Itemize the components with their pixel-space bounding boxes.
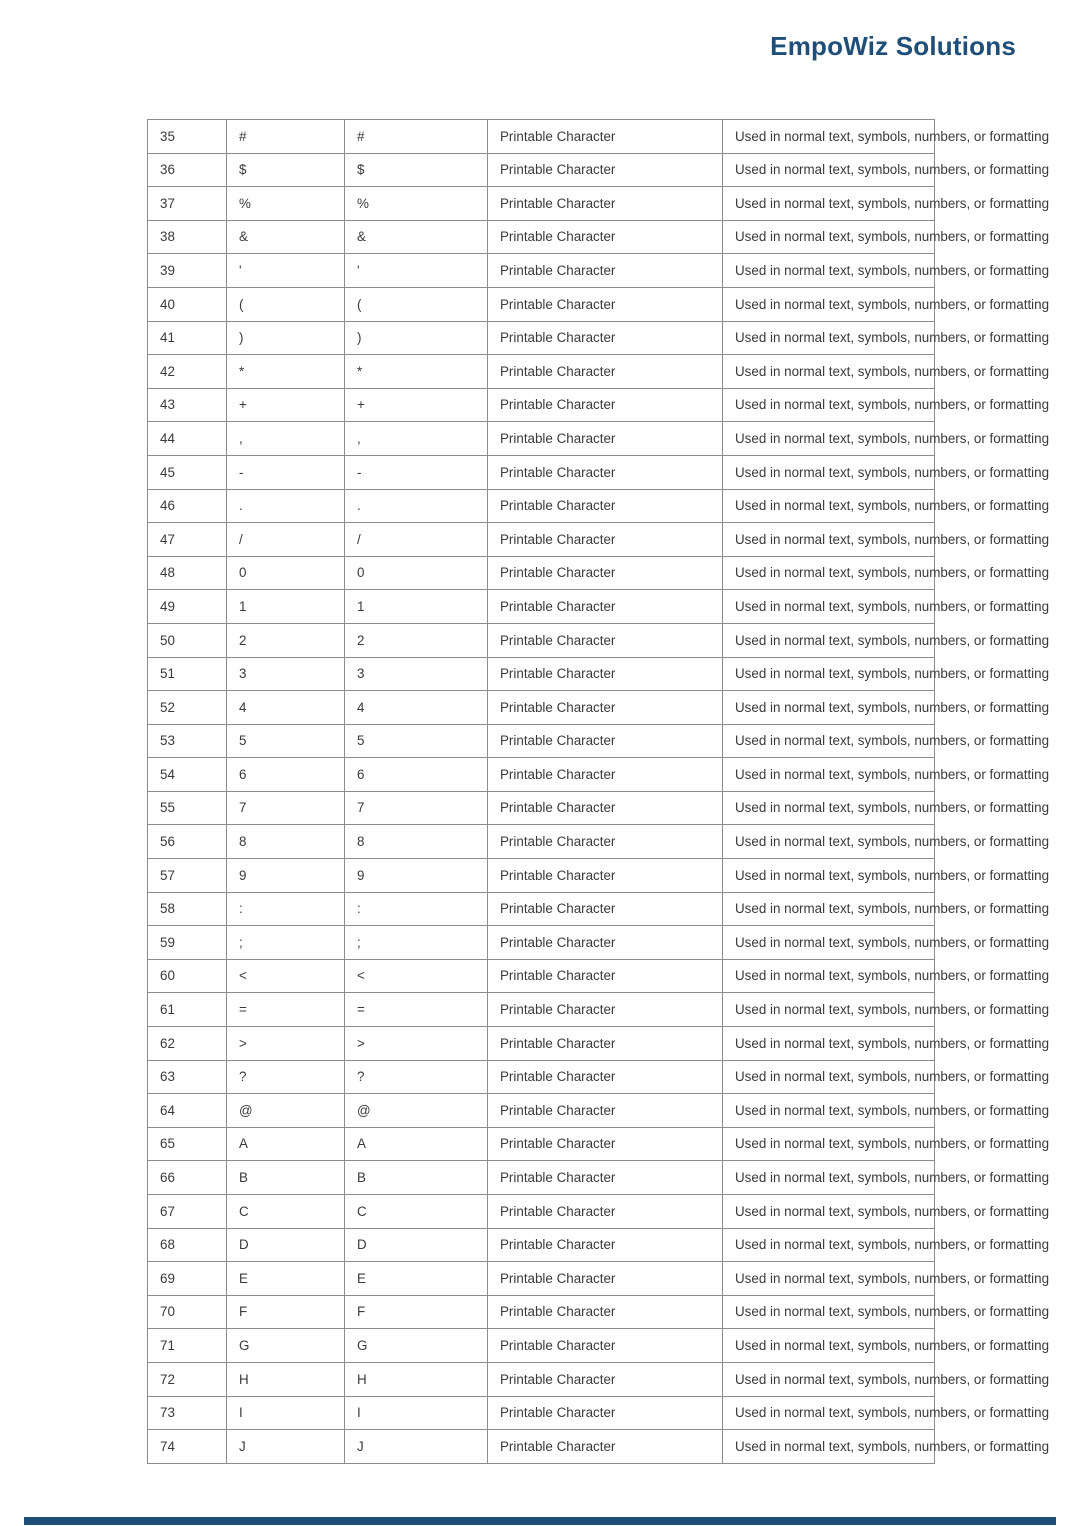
cell-usage: Used in normal text, symbols, numbers, or formatting xyxy=(723,187,935,221)
cell-char: ; xyxy=(227,926,345,960)
cell-type: Printable Character xyxy=(488,1195,723,1229)
cell-type: Printable Character xyxy=(488,556,723,590)
cell-char: . xyxy=(227,489,345,523)
cell-char: 3 xyxy=(227,657,345,691)
cell-char-repeat: + xyxy=(345,388,488,422)
cell-char-repeat: F xyxy=(345,1295,488,1329)
cell-code: 39 xyxy=(148,254,227,288)
cell-code: 61 xyxy=(148,993,227,1027)
cell-char: $ xyxy=(227,153,345,187)
cell-type: Printable Character xyxy=(488,892,723,926)
cell-char-repeat: & xyxy=(345,220,488,254)
table-row xyxy=(148,959,935,993)
cell-code: 42 xyxy=(148,355,227,389)
cell-type: Printable Character xyxy=(488,523,723,557)
cell-type: Printable Character xyxy=(488,724,723,758)
table-row xyxy=(148,657,935,691)
cell-type: Printable Character xyxy=(488,1027,723,1061)
cell-usage: Used in normal text, symbols, numbers, or formatting xyxy=(723,892,935,926)
cell-code: 71 xyxy=(148,1329,227,1363)
table-row xyxy=(148,623,935,657)
table-row xyxy=(148,1262,935,1296)
table-row xyxy=(148,590,935,624)
cell-char: 5 xyxy=(227,724,345,758)
cell-char: @ xyxy=(227,1094,345,1128)
table-row xyxy=(148,724,935,758)
cell-char-repeat: % xyxy=(345,187,488,221)
cell-char: A xyxy=(227,1127,345,1161)
cell-usage: Used in normal text, symbols, numbers, or formatting xyxy=(723,1396,935,1430)
cell-type: Printable Character xyxy=(488,657,723,691)
table-row xyxy=(148,926,935,960)
table-row xyxy=(148,287,935,321)
cell-code: 56 xyxy=(148,825,227,859)
cell-char-repeat: , xyxy=(345,422,488,456)
cell-char: * xyxy=(227,355,345,389)
cell-char-repeat: G xyxy=(345,1329,488,1363)
cell-char-repeat: = xyxy=(345,993,488,1027)
cell-usage: Used in normal text, symbols, numbers, or formatting xyxy=(723,220,935,254)
cell-char-repeat: A xyxy=(345,1127,488,1161)
cell-code: 73 xyxy=(148,1396,227,1430)
cell-type: Printable Character xyxy=(488,321,723,355)
table-row xyxy=(148,758,935,792)
table-row xyxy=(148,489,935,523)
cell-code: 66 xyxy=(148,1161,227,1195)
cell-code: 47 xyxy=(148,523,227,557)
cell-type: Printable Character xyxy=(488,220,723,254)
cell-code: 45 xyxy=(148,455,227,489)
cell-code: 72 xyxy=(148,1362,227,1396)
table-row xyxy=(148,422,935,456)
table-row xyxy=(148,556,935,590)
table-row xyxy=(148,1329,935,1363)
cell-type: Printable Character xyxy=(488,623,723,657)
cell-char-repeat: I xyxy=(345,1396,488,1430)
cell-type: Printable Character xyxy=(488,187,723,221)
cell-type: Printable Character xyxy=(488,926,723,960)
table-row xyxy=(148,388,935,422)
table-row xyxy=(148,455,935,489)
cell-char-repeat: ' xyxy=(345,254,488,288)
cell-usage: Used in normal text, symbols, numbers, or formatting xyxy=(723,691,935,725)
table-row xyxy=(148,355,935,389)
cell-type: Printable Character xyxy=(488,1430,723,1464)
table-row xyxy=(148,1295,935,1329)
cell-code: 53 xyxy=(148,724,227,758)
cell-char-repeat: 9 xyxy=(345,859,488,893)
cell-usage: Used in normal text, symbols, numbers, or formatting xyxy=(723,1094,935,1128)
cell-char: B xyxy=(227,1161,345,1195)
table-row xyxy=(148,1362,935,1396)
cell-type: Printable Character xyxy=(488,1060,723,1094)
cell-char-repeat: ? xyxy=(345,1060,488,1094)
cell-usage: Used in normal text, symbols, numbers, or formatting xyxy=(723,791,935,825)
table-row xyxy=(148,993,935,1027)
footer-rule xyxy=(24,1517,1056,1525)
cell-char-repeat: ) xyxy=(345,321,488,355)
cell-type: Printable Character xyxy=(488,489,723,523)
cell-char-repeat: 5 xyxy=(345,724,488,758)
cell-type: Printable Character xyxy=(488,1228,723,1262)
cell-char: 1 xyxy=(227,590,345,624)
cell-type: Printable Character xyxy=(488,388,723,422)
table-row xyxy=(148,220,935,254)
cell-char-repeat: B xyxy=(345,1161,488,1195)
cell-usage: Used in normal text, symbols, numbers, or formatting xyxy=(723,422,935,456)
cell-usage: Used in normal text, symbols, numbers, or formatting xyxy=(723,455,935,489)
cell-usage: Used in normal text, symbols, numbers, or formatting xyxy=(723,1295,935,1329)
cell-type: Printable Character xyxy=(488,1094,723,1128)
cell-type: Printable Character xyxy=(488,1262,723,1296)
cell-char-repeat: 4 xyxy=(345,691,488,725)
cell-code: 67 xyxy=(148,1195,227,1229)
cell-char: J xyxy=(227,1430,345,1464)
cell-code: 74 xyxy=(148,1430,227,1464)
cell-usage: Used in normal text, symbols, numbers, or formatting xyxy=(723,1027,935,1061)
cell-usage: Used in normal text, symbols, numbers, or formatting xyxy=(723,523,935,557)
cell-usage: Used in normal text, symbols, numbers, or formatting xyxy=(723,287,935,321)
cell-char-repeat: * xyxy=(345,355,488,389)
cell-char: E xyxy=(227,1262,345,1296)
cell-code: 51 xyxy=(148,657,227,691)
cell-char: 4 xyxy=(227,691,345,725)
cell-char: I xyxy=(227,1396,345,1430)
cell-code: 64 xyxy=(148,1094,227,1128)
cell-code: 48 xyxy=(148,556,227,590)
cell-usage: Used in normal text, symbols, numbers, or formatting xyxy=(723,623,935,657)
cell-usage: Used in normal text, symbols, numbers, or formatting xyxy=(723,1161,935,1195)
cell-char-repeat: 8 xyxy=(345,825,488,859)
cell-char-repeat: : xyxy=(345,892,488,926)
cell-code: 68 xyxy=(148,1228,227,1262)
cell-usage: Used in normal text, symbols, numbers, or formatting xyxy=(723,590,935,624)
cell-code: 70 xyxy=(148,1295,227,1329)
cell-char: % xyxy=(227,187,345,221)
cell-usage: Used in normal text, symbols, numbers, or formatting xyxy=(723,1195,935,1229)
cell-code: 35 xyxy=(148,120,227,154)
cell-type: Printable Character xyxy=(488,287,723,321)
cell-char-repeat: > xyxy=(345,1027,488,1061)
cell-char: D xyxy=(227,1228,345,1262)
cell-code: 40 xyxy=(148,287,227,321)
cell-usage: Used in normal text, symbols, numbers, or formatting xyxy=(723,825,935,859)
cell-code: 37 xyxy=(148,187,227,221)
cell-code: 38 xyxy=(148,220,227,254)
cell-code: 36 xyxy=(148,153,227,187)
table-row xyxy=(148,1094,935,1128)
cell-char: - xyxy=(227,455,345,489)
cell-type: Printable Character xyxy=(488,355,723,389)
cell-char-repeat: $ xyxy=(345,153,488,187)
cell-code: 49 xyxy=(148,590,227,624)
cell-char: & xyxy=(227,220,345,254)
cell-type: Printable Character xyxy=(488,691,723,725)
cell-char: 6 xyxy=(227,758,345,792)
cell-type: Printable Character xyxy=(488,825,723,859)
cell-char: # xyxy=(227,120,345,154)
cell-code: 55 xyxy=(148,791,227,825)
table-row xyxy=(148,1027,935,1061)
cell-code: 58 xyxy=(148,892,227,926)
table-row xyxy=(148,791,935,825)
cell-char-repeat: . xyxy=(345,489,488,523)
cell-type: Printable Character xyxy=(488,959,723,993)
table-row xyxy=(148,254,935,288)
cell-code: 50 xyxy=(148,623,227,657)
cell-usage: Used in normal text, symbols, numbers, or formatting xyxy=(723,120,935,154)
cell-char: : xyxy=(227,892,345,926)
cell-type: Printable Character xyxy=(488,859,723,893)
table-row xyxy=(148,691,935,725)
cell-usage: Used in normal text, symbols, numbers, or formatting xyxy=(723,758,935,792)
cell-type: Printable Character xyxy=(488,1127,723,1161)
cell-char: 7 xyxy=(227,791,345,825)
table-row xyxy=(148,153,935,187)
table-row xyxy=(148,1127,935,1161)
cell-type: Printable Character xyxy=(488,1362,723,1396)
cell-char-repeat: D xyxy=(345,1228,488,1262)
cell-char-repeat: 6 xyxy=(345,758,488,792)
cell-code: 69 xyxy=(148,1262,227,1296)
cell-char-repeat: - xyxy=(345,455,488,489)
cell-char-repeat: / xyxy=(345,523,488,557)
cell-char-repeat: ; xyxy=(345,926,488,960)
cell-type: Printable Character xyxy=(488,791,723,825)
cell-usage: Used in normal text, symbols, numbers, or formatting xyxy=(723,489,935,523)
table-row xyxy=(148,1195,935,1229)
cell-char: < xyxy=(227,959,345,993)
cell-type: Printable Character xyxy=(488,993,723,1027)
cell-usage: Used in normal text, symbols, numbers, or formatting xyxy=(723,355,935,389)
cell-char: ) xyxy=(227,321,345,355)
cell-code: 46 xyxy=(148,489,227,523)
table-row xyxy=(148,187,935,221)
cell-code: 44 xyxy=(148,422,227,456)
cell-char: + xyxy=(227,388,345,422)
cell-code: 41 xyxy=(148,321,227,355)
ascii-table-body xyxy=(148,120,1050,1464)
cell-type: Printable Character xyxy=(488,1329,723,1363)
cell-usage: Used in normal text, symbols, numbers, or formatting xyxy=(723,724,935,758)
table-row xyxy=(148,825,935,859)
cell-code: 63 xyxy=(148,1060,227,1094)
cell-usage: Used in normal text, symbols, numbers, or formatting xyxy=(723,1228,935,1262)
cell-char-repeat: 3 xyxy=(345,657,488,691)
table-row xyxy=(148,1396,935,1430)
cell-usage: Used in normal text, symbols, numbers, or formatting xyxy=(723,993,935,1027)
cell-char-repeat: 2 xyxy=(345,623,488,657)
cell-usage: Used in normal text, symbols, numbers, or formatting xyxy=(723,321,935,355)
ascii-table xyxy=(147,119,1050,1464)
cell-type: Printable Character xyxy=(488,1161,723,1195)
table-row xyxy=(148,859,935,893)
cell-char-repeat: < xyxy=(345,959,488,993)
table-row xyxy=(148,1161,935,1195)
cell-code: 57 xyxy=(148,859,227,893)
table-row xyxy=(148,892,935,926)
cell-type: Printable Character xyxy=(488,758,723,792)
cell-usage: Used in normal text, symbols, numbers, or formatting xyxy=(723,1060,935,1094)
cell-usage: Used in normal text, symbols, numbers, or formatting xyxy=(723,1362,935,1396)
cell-char-repeat: H xyxy=(345,1362,488,1396)
cell-char: , xyxy=(227,422,345,456)
cell-char: G xyxy=(227,1329,345,1363)
cell-type: Printable Character xyxy=(488,153,723,187)
cell-usage: Used in normal text, symbols, numbers, or formatting xyxy=(723,1262,935,1296)
cell-char: 9 xyxy=(227,859,345,893)
cell-type: Printable Character xyxy=(488,590,723,624)
cell-char: H xyxy=(227,1362,345,1396)
cell-usage: Used in normal text, symbols, numbers, or formatting xyxy=(723,1430,935,1464)
cell-char-repeat: @ xyxy=(345,1094,488,1128)
cell-char-repeat: 0 xyxy=(345,556,488,590)
cell-char: 8 xyxy=(227,825,345,859)
cell-code: 52 xyxy=(148,691,227,725)
cell-usage: Used in normal text, symbols, numbers, or formatting xyxy=(723,254,935,288)
cell-char: 2 xyxy=(227,623,345,657)
cell-char-repeat: ( xyxy=(345,287,488,321)
cell-code: 54 xyxy=(148,758,227,792)
cell-code: 59 xyxy=(148,926,227,960)
cell-type: Printable Character xyxy=(488,254,723,288)
table-row xyxy=(148,523,935,557)
cell-code: 43 xyxy=(148,388,227,422)
cell-char: ? xyxy=(227,1060,345,1094)
cell-char-repeat: 1 xyxy=(345,590,488,624)
cell-type: Printable Character xyxy=(488,1396,723,1430)
table-row xyxy=(148,321,935,355)
cell-usage: Used in normal text, symbols, numbers, or formatting xyxy=(723,926,935,960)
cell-usage: Used in normal text, symbols, numbers, or formatting xyxy=(723,153,935,187)
cell-char: 0 xyxy=(227,556,345,590)
table-row xyxy=(148,1228,935,1262)
cell-char-repeat: 7 xyxy=(345,791,488,825)
cell-char-repeat: C xyxy=(345,1195,488,1229)
cell-usage: Used in normal text, symbols, numbers, or formatting xyxy=(723,859,935,893)
cell-char: ' xyxy=(227,254,345,288)
cell-usage: Used in normal text, symbols, numbers, or formatting xyxy=(723,657,935,691)
cell-type: Printable Character xyxy=(488,455,723,489)
cell-usage: Used in normal text, symbols, numbers, or formatting xyxy=(723,556,935,590)
cell-char-repeat: E xyxy=(345,1262,488,1296)
cell-char: C xyxy=(227,1195,345,1229)
cell-char-repeat: # xyxy=(345,120,488,154)
cell-usage: Used in normal text, symbols, numbers, or formatting xyxy=(723,959,935,993)
table-row xyxy=(148,120,935,154)
cell-char: = xyxy=(227,993,345,1027)
cell-usage: Used in normal text, symbols, numbers, or formatting xyxy=(723,388,935,422)
cell-char-repeat: J xyxy=(345,1430,488,1464)
cell-type: Printable Character xyxy=(488,422,723,456)
cell-char: / xyxy=(227,523,345,557)
cell-char: ( xyxy=(227,287,345,321)
cell-code: 62 xyxy=(148,1027,227,1061)
cell-char: F xyxy=(227,1295,345,1329)
brand-title: EmpoWiz Solutions xyxy=(770,31,1016,61)
cell-type: Printable Character xyxy=(488,120,723,154)
cell-code: 60 xyxy=(148,959,227,993)
cell-code: 65 xyxy=(148,1127,227,1161)
table-row xyxy=(148,1430,935,1464)
cell-usage: Used in normal text, symbols, numbers, or formatting xyxy=(723,1127,935,1161)
cell-char: > xyxy=(227,1027,345,1061)
cell-usage: Used in normal text, symbols, numbers, or formatting xyxy=(723,1329,935,1363)
cell-type: Printable Character xyxy=(488,1295,723,1329)
table-row xyxy=(148,1060,935,1094)
